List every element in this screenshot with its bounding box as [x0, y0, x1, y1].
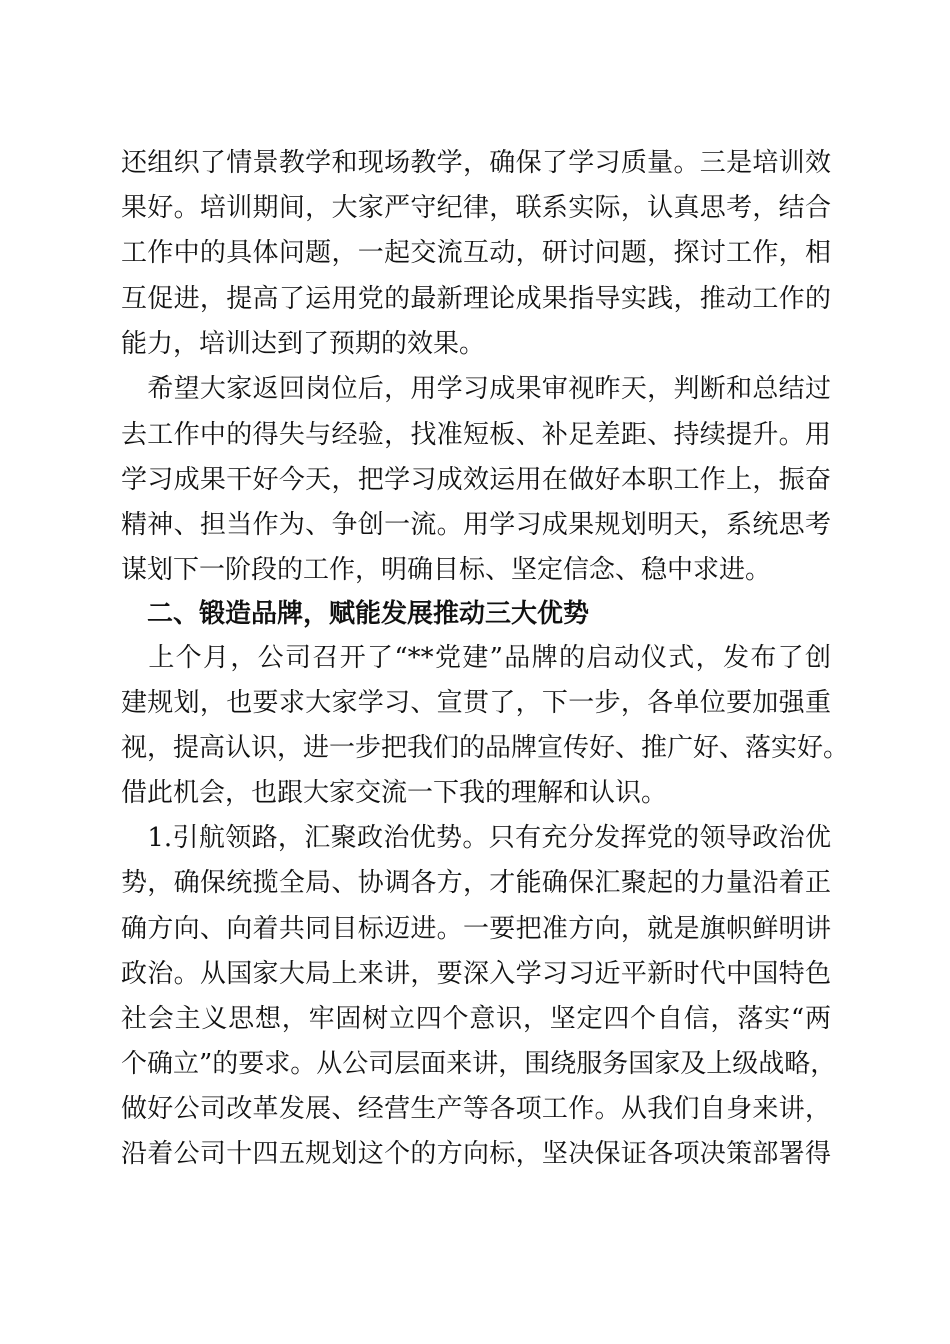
- paragraph-1-line-3: 工作中的具体问题，一起交流互动，研讨问题，探讨工作，相: [121, 238, 831, 268]
- paragraph-2-line-3: 学习成果干好今天，把学习成效运用在做好本职工作上，振奋: [121, 465, 831, 495]
- paragraph-2-line-2: 去工作中的得失与经验，找准短板、补足差距、持续提升。用: [121, 420, 831, 450]
- section-heading: 二、锻造品牌，赋能发展推动三大优势: [121, 599, 590, 629]
- paragraph-3-line-4: 借此机会，也跟大家交流一下我的理解和认识。: [121, 778, 668, 808]
- paragraph-2-line-4: 精神、担当作为、争创一流。用学习成果规划明天，系统思考: [121, 510, 831, 540]
- paragraph-4-line-7: 做好公司改革发展、经营生产等各项工作。从我们自身来讲，: [121, 1094, 831, 1124]
- paragraph-4-line-3: 确方向、向着共同目标迈进。一要把准方向，就是旗帜鲜明讲: [121, 914, 831, 944]
- paragraph-1-line-5: 能力，培训达到了预期的效果。: [121, 329, 486, 359]
- paragraph-4-line-2: 势，确保统揽全局、协调各方，才能确保汇聚起的力量沿着正: [121, 868, 831, 898]
- paragraph-4-line-5: 社会主义思想，牢固树立四个意识，坚定四个自信，落实“两: [121, 1004, 831, 1034]
- paragraph-2-line-5: 谋划下一阶段的工作，明确目标、坚定信念、稳中求进。: [121, 555, 772, 585]
- paragraph-4-line-4: 政治。从国家大局上来讲，要深入学习习近平新时代中国特色: [121, 959, 831, 989]
- paragraph-4-line-8: 沿着公司十四五规划这个的方向标，坚决保证各项决策部署得: [121, 1139, 831, 1169]
- paragraph-1-line-4: 互促进，提高了运用党的最新理论成果指导实践，推动工作的: [121, 284, 831, 314]
- paragraph-3-line-3: 视，提高认识，进一步把我们的品牌宣传好、推广好、落实好。: [121, 733, 850, 763]
- paragraph-1-line-1: 还组织了情景教学和现场教学，确保了学习质量。三是培训效: [121, 148, 831, 178]
- paragraph-3-line-2: 建规划，也要求大家学习、宣贯了，下一步，各单位要加强重: [121, 688, 831, 718]
- paragraph-4-line-1: 1.引航领路，汇聚政治优势。只有充分发挥党的领导政治优: [121, 823, 831, 853]
- paragraph-4-line-6: 个确立”的要求。从公司层面来讲，围绕服务国家及上级战略，: [121, 1049, 837, 1079]
- paragraph-1-line-2: 果好。培训期间，大家严守纪律，联系实际，认真思考，结合: [121, 193, 831, 223]
- paragraph-2-line-1: 希望大家返回岗位后，用学习成果审视昨天，判断和总结过: [121, 374, 831, 404]
- paragraph-3-line-1: 上个月，公司召开了“**党建”品牌的启动仪式，发布了创: [121, 643, 831, 673]
